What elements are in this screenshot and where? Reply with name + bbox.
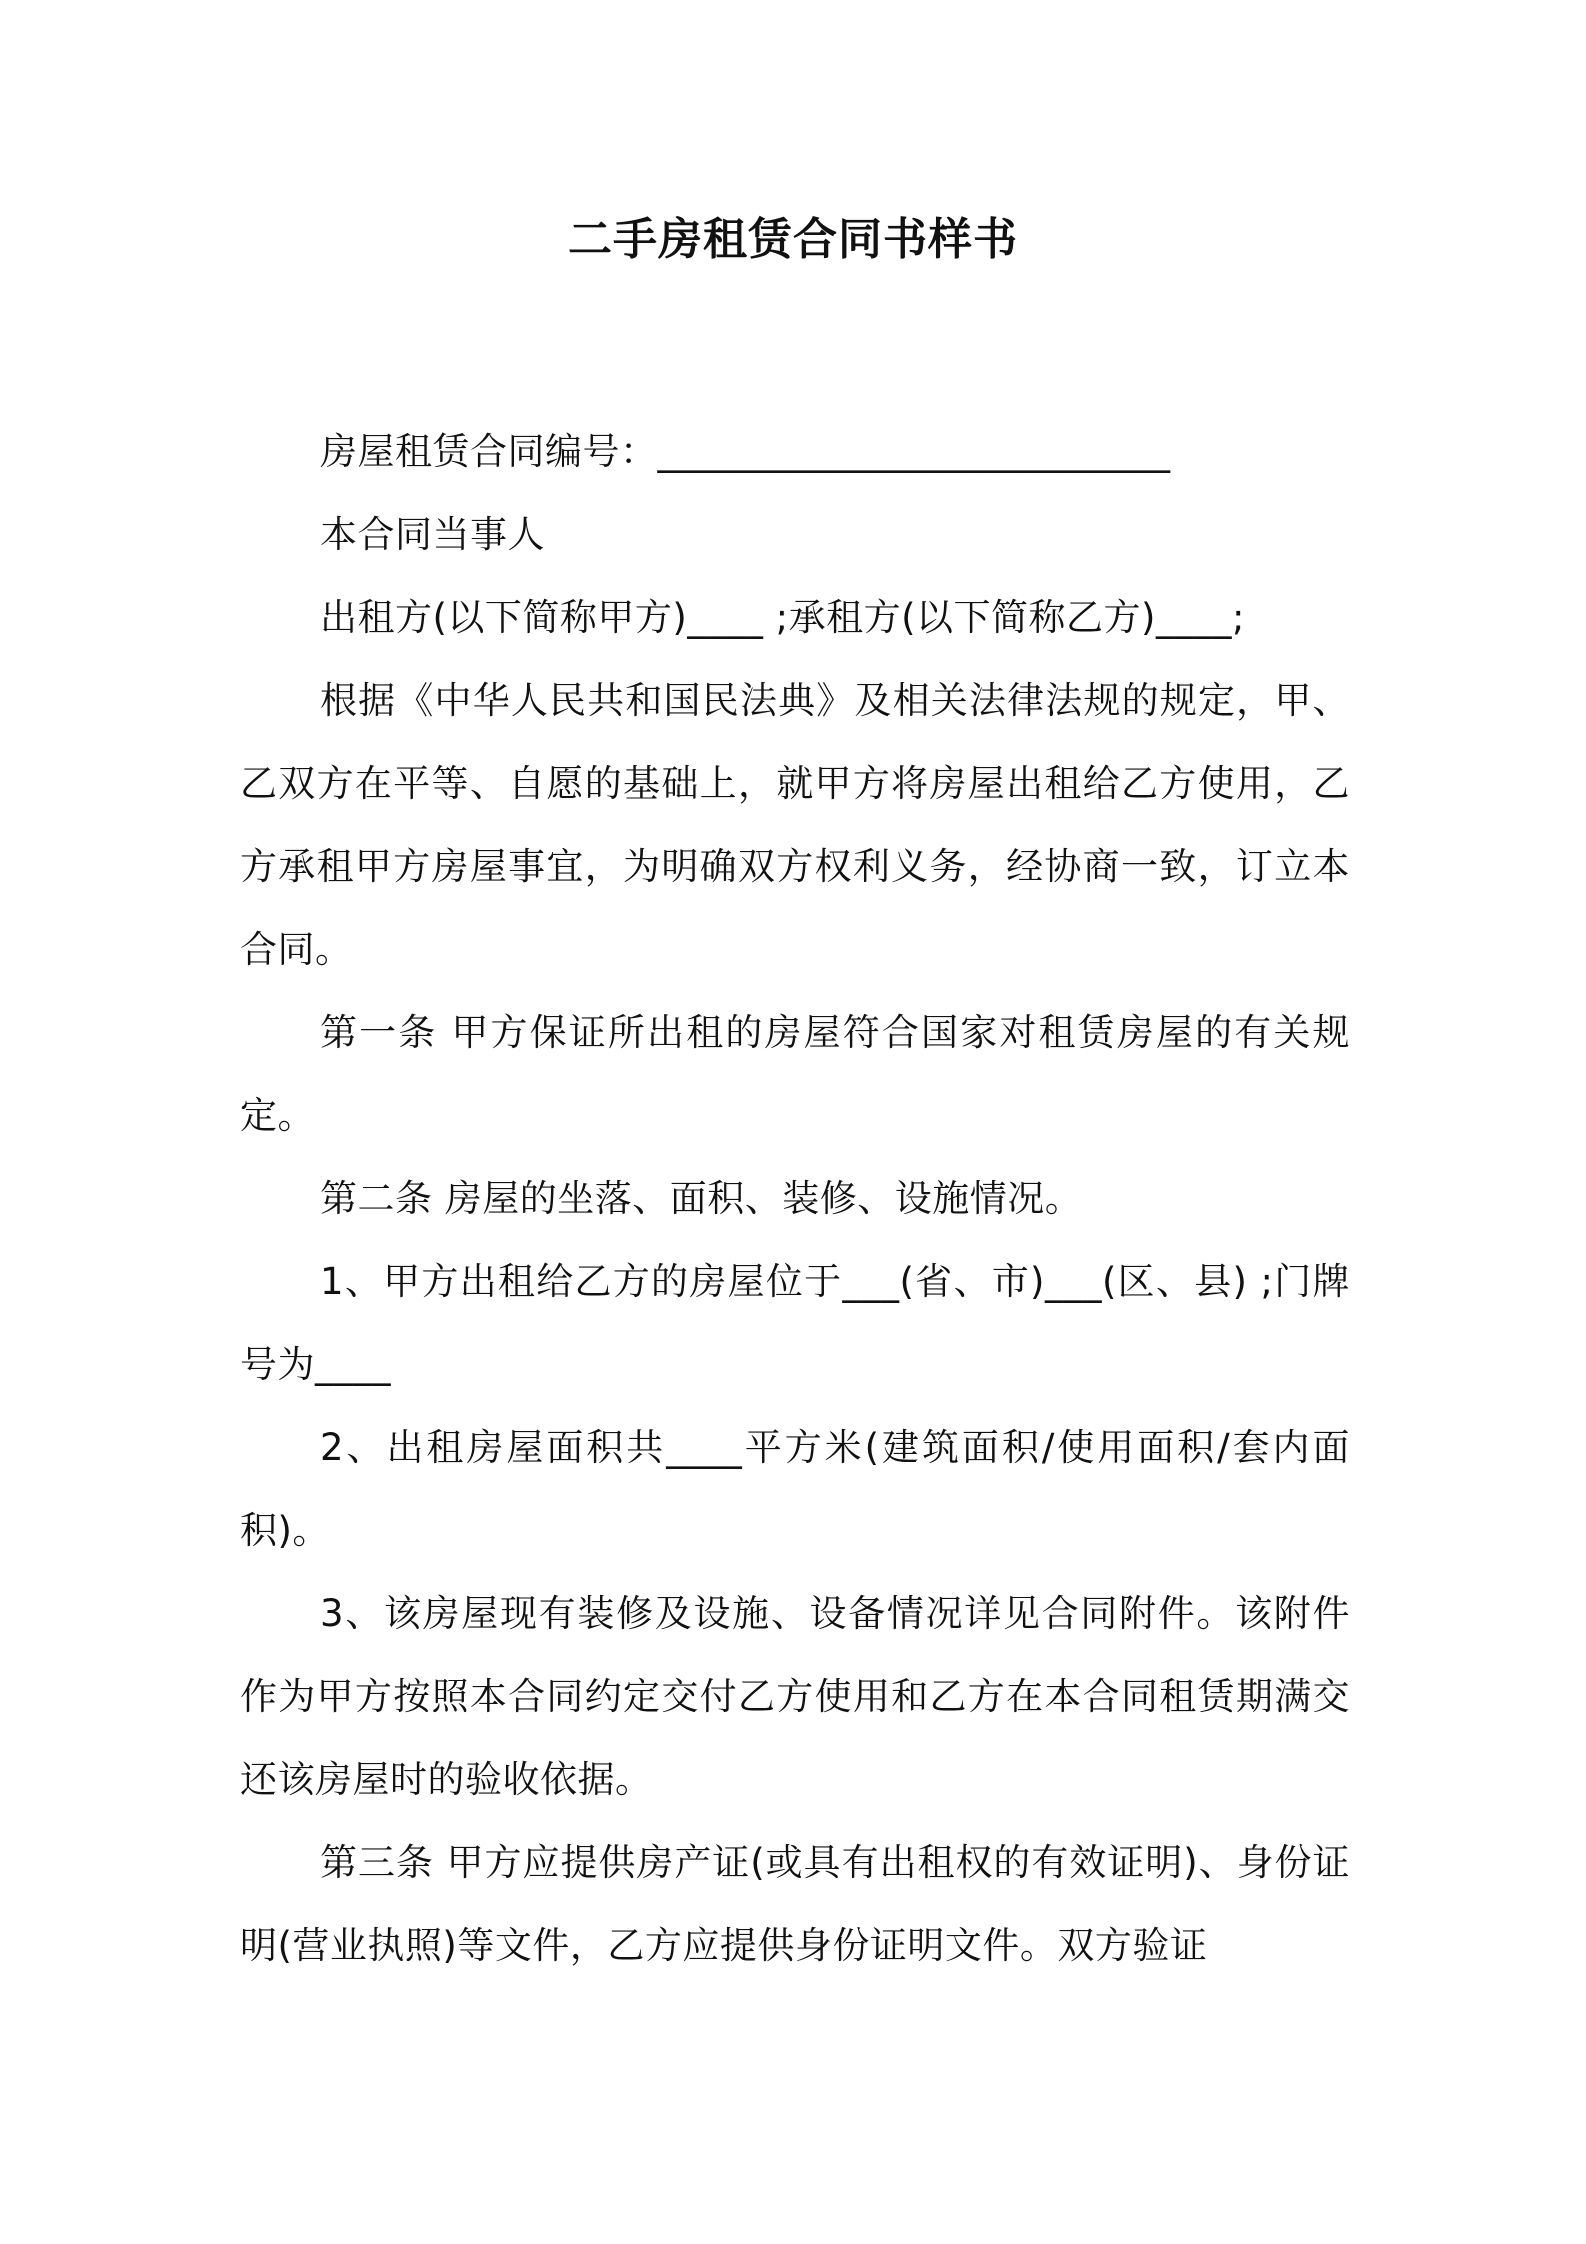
document-body — [240, 410, 1350, 1987]
article-three: 第三条 甲方应提供房产证(或具有出租权的有效证明)、身份证明(营业执照)等文件，乙方应提供身份证明文件。双方验证 — [240, 1841, 1350, 1967]
article-two-item-2: 2、出租房屋面积共____平方米(建筑面积/使用面积/套内面积)。 — [240, 1426, 1350, 1552]
contract-number-line: 房屋租赁合同编号：___________________________ — [320, 430, 1171, 473]
preamble-paragraph: 根据《中华人民共和国民法典》及相关法律法规的规定，甲、乙双方在平等、自愿的基础上，就甲方将房屋出租给乙方使用，乙方承租甲方房屋事宜，为明确双方权利义务，经协商一致，订立本合同。 — [240, 679, 1350, 971]
parties-heading: 本合同当事人 — [320, 513, 545, 556]
document-title: 二手房租赁合同书样书 — [568, 214, 1018, 265]
parties-line: 出租方(以下简称甲方)____ ;承租方(以下简称乙方)____; — [320, 596, 1245, 639]
article-two: 第二条 房屋的坐落、面积、装修、设施情况。 — [320, 1177, 1083, 1220]
article-two-item-3: 3、该房屋现有装修及设施、设备情况详见合同附件。该附件作为甲方按照本合同约定交付乙方使用和乙方在本合同租赁期满交还该房屋时的验收依据。 — [240, 1592, 1350, 1801]
article-two-item-1: 1、甲方出租给乙方的房屋位于___(省、市)___(区、县) ;门牌号为____ — [240, 1260, 1350, 1386]
article-one: 第一条 甲方保证所出租的房屋符合国家对租赁房屋的有关规定。 — [240, 1011, 1350, 1137]
